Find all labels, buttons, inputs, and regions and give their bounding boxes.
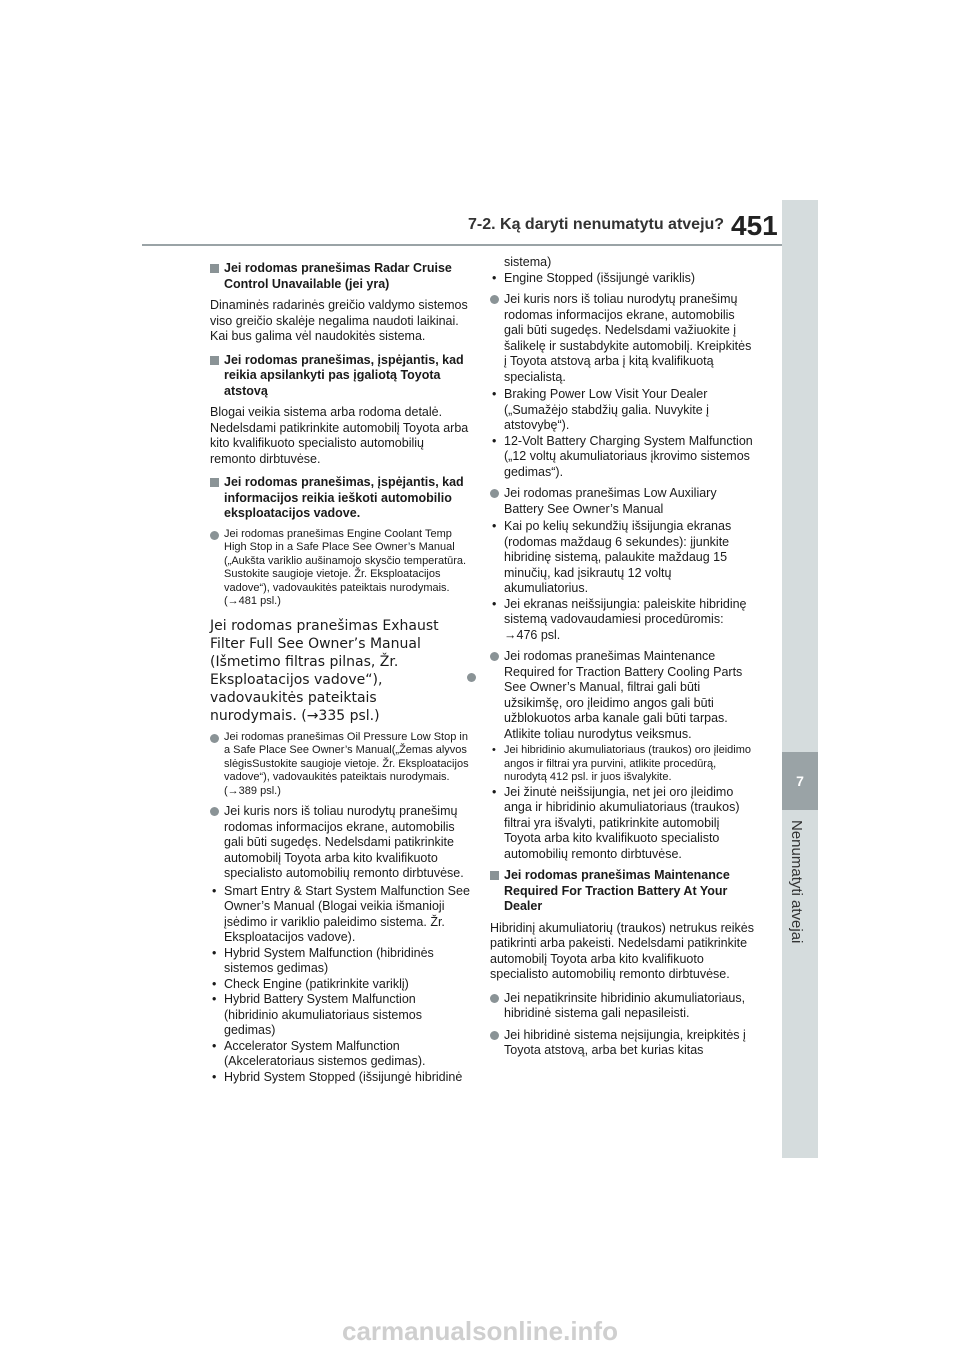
circle-bullet-icon [490, 994, 499, 1003]
note-text: Jei kuris nors iš toliau nurodytų pranešimų rodomas informacijos ekrane, automobilis gali būti sugedęs. Nedelsdami patikrinkite automobilį Toyota arba kito kvalifikuoto specialisto automobilių remonto dirbtuvėse. [224, 804, 464, 880]
note-item-alt [210, 617, 470, 725]
list-item: • Accelerator System Malfunction (Akceleratoriaus sistemos gedimas). [210, 1039, 470, 1070]
circle-bullet-icon [490, 489, 499, 498]
square-bullet-icon [210, 264, 219, 273]
paragraph: Blogai veikia sistema arba rodoma detalė. Nedelsdami patikrinkite automobilį Toyota arba kito kvalifikuoto specialisto automobilių remonto dirbtuvėse. [210, 405, 469, 466]
list-item: • Hybrid Battery System Malfunction (hibridinio akumuliatoriaus sistemos gedimas) [210, 992, 470, 1039]
note-text: Jei hibridinė sistema neįsijungia, kreipkitės į Toyota atstovą, arba bet kurias kitas [504, 1027, 746, 1057]
note-item [490, 1028, 755, 1059]
paragraph: Dinaminės radarinės greičio valdymo sistemos viso greičio skalėje negalima naudoti laikinai. Kai bus galima vėl naudokitės sistema. [210, 298, 468, 343]
chapter-label: Nenumatyti atvejai [788, 820, 805, 944]
circle-bullet-icon [210, 807, 219, 816]
circle-bullet-icon [210, 531, 219, 540]
list-item: • Engine Stopped (išsijungė variklis) [490, 271, 755, 287]
list-item: • Jei ekranas neišsijungia: paleiskite hibridinę sistemą vadovaudamiesi procedūromis: →476 psl. [490, 597, 755, 644]
list-item: • Braking Power Low Visit Your Dealer („Sumažėjo stabdžių galia. Nuvykite į atstovybę“). [490, 387, 755, 434]
list-item: • Check Engine (patikrinkite variklį) [210, 977, 470, 993]
list-item: • Jei hibridinio akumuliatoriaus (traukos) oro įleidimo angos ir filtrai yra purvini, atlikite procedūrą, nurodytą 412 psl. ir juos išvalykite. [490, 744, 755, 785]
chapter-number: 7 [782, 752, 818, 810]
list-item: • Kai po kelių sekundžių išsijungia ekranas (rodomas maždaug 6 sekundes): įjunkite hibridinę sistemą, palaukite maždaug 15 minučių, kad įsikrautų 12 voltų akumuliatorius. [490, 519, 755, 597]
heading-text: Jei rodomas pranešimas Maintenance Required For Traction Battery At Your Dealer [504, 868, 730, 913]
note-text: Jei rodomas pranešimas Exhaust Filter Full See Owner’s Manual (Išmetimo filtras pilnas, Žr. Eksploatacijos vadove“), vadovaukitės pateiktais nurodymais. (→335 psl.) [210, 617, 439, 724]
heading-text: Jei rodomas pranešimas Radar Cruise Control Unavailable (jei yra) [224, 261, 452, 291]
note-text: Jei rodomas pranešimas Engine Coolant Temp High Stop in a Safe Place See Owner’s Manual („Aukšta variklio aušinamojo skysčio temperatūra. Sustokite saugioje vietoje. Žr. Eksploatacijos vadove“), vadovaukitės pateiktais nurodymais. (→481 psl.) [224, 527, 467, 607]
square-bullet-icon [490, 871, 499, 880]
note-text: Jei rodomas pranešimas Maintenance Required for Traction Battery Cooling Parts See Owner’s Manual, filtrai gali būti užsikimšę, oro įleidimo angos gali būti užblokuotos arba kanale gali būti tarpas. Atlikite toliau nurodytus veiksmus. [504, 649, 743, 741]
note-item [210, 731, 470, 799]
list-item: • Hybrid System Stopped (išsijungė hibridinė [210, 1070, 470, 1086]
circle-bullet-icon [490, 652, 499, 661]
heading [210, 261, 470, 292]
heading [210, 475, 470, 522]
circle-bullet-icon [210, 734, 219, 743]
paragraph: Hibridinį akumuliatorių (traukos) netrukus reikės patikrinti arba pakeisti. Nedelsdami patikrinkite automobilį Toyota arba kito kvalifikuoto specialisto automobilių remonto dirbtuvėse. [490, 920, 754, 981]
note-item [490, 649, 755, 742]
list-item: • Hybrid System Malfunction (hibridinės sistemos gedimas) [210, 946, 470, 977]
header-divider [142, 244, 782, 246]
note-item [490, 991, 755, 1022]
heading-text: Jei rodomas pranešimas, įspėjantis, kad reikia apsilankyti pas įgaliotą Toyota atstovą [224, 352, 464, 398]
continuation-text: sistema) [504, 255, 552, 269]
note-item [490, 292, 755, 385]
list-item: • Jei žinutė neišsijungia, net jei oro įleidimo anga ir hibridinio akumuliatoriaus (traukos) filtrai yra išvalyti, patikrinkite automobilį Toyota arba kito kvalifikuoto specialisto automobilių remonto dirbtuvėse. [490, 785, 755, 863]
note-item [210, 804, 470, 882]
page-number: 451 [731, 210, 778, 241]
note-text: Jei rodomas pranešimas Low Auxiliary Battery See Owner’s Manual [504, 486, 717, 516]
watermark: carmanualsonline.info [342, 1316, 618, 1346]
note-text: Jei rodomas pranešimas Oil Pressure Low Stop in a Safe Place See Owner’s Manual(„Žemas alyvos slėgisSustokite saugioje vietoje. Žr. Eksploatacijos vadove“), vadovaukitės pateiktais nurodymais. (→389 psl.) [224, 730, 469, 797]
square-bullet-icon [210, 478, 219, 487]
note-item [210, 528, 470, 609]
list-item: • 12-Volt Battery Charging System Malfunction („12 voltų akumuliatoriaus įkrovimo sistemos gedimas“). [490, 434, 755, 481]
circle-bullet-icon [467, 673, 476, 682]
section-title: 7-2. Ką daryti nenumatytu atveju? [468, 216, 725, 233]
right-column [490, 255, 755, 1061]
circle-bullet-icon [490, 295, 499, 304]
heading-text: Jei rodomas pranešimas, įspėjantis, kad informacijos reikia ieškoti automobilio eksploatacijos vadove. [224, 475, 464, 520]
note-item [490, 486, 755, 517]
circle-bullet-icon [490, 1031, 499, 1040]
heading [490, 868, 755, 915]
note-text: Jei kuris nors iš toliau nurodytų pranešimų rodomas informacijos ekrane, automobilis gali būti sugedęs. Nedelsdami važiuokite į šalikelę ir sustabdykite automobilį. Kreipkitės į Toyota atstovą arba į kitą kvalifikuotą specialistą. [504, 292, 752, 384]
square-bullet-icon [210, 356, 219, 365]
note-text: Jei nepatikrinsite hibridinio akumuliatoriaus, hibridinė sistema gali nepasileisti. [504, 990, 746, 1020]
left-column [210, 255, 470, 1085]
heading [210, 353, 470, 400]
chapter-sidebar [782, 200, 818, 1158]
list-item: • Smart Entry & Start System Malfunction See Owner’s Manual (Blogai veikia išmanioji įsėdimo ir variklio paleidimo sistema. Žr. Eksploatacijos vadove). [210, 884, 470, 946]
